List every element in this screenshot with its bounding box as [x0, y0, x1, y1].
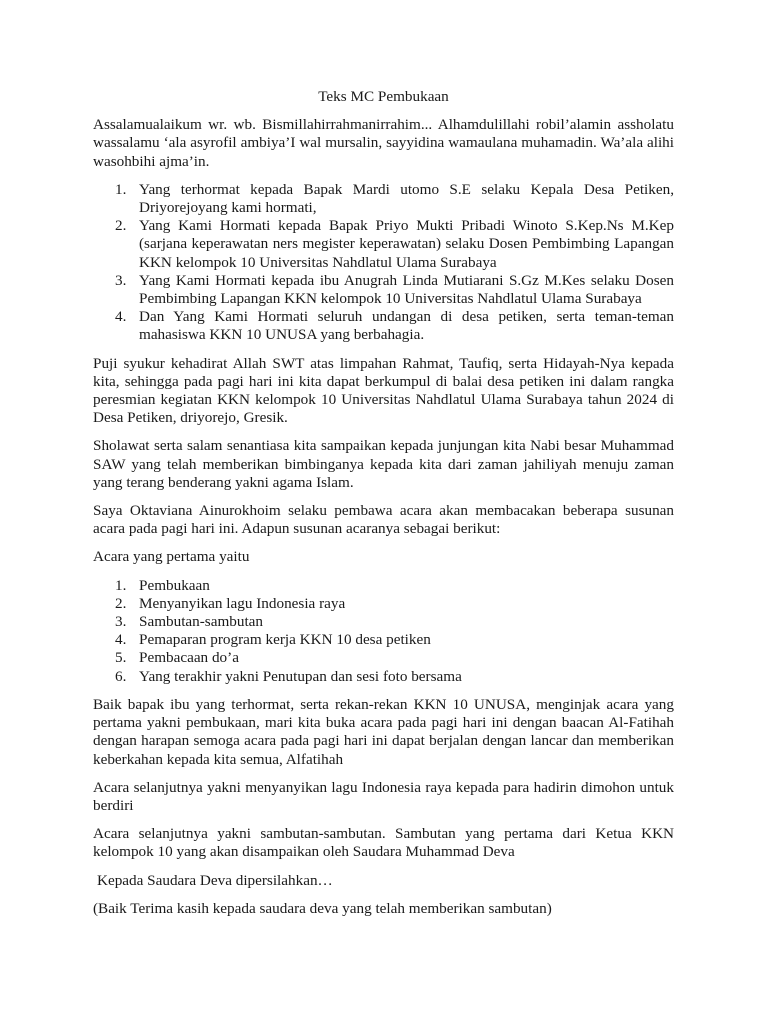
list-item	[93, 217, 674, 272]
opening-paragraph: Assalamualaikum wr. wb. Bismillahirrahmanirrahim... Alhamdulillahi robil’alamin assholatu wassalamu ‘ala asyrofil ambiya’I wal mursalin, sayyidina wamaulana muhamadin. Wa’ala alihi wasohbihi ajma’in.	[93, 116, 674, 170]
agenda-list	[93, 577, 674, 686]
agenda-heading: Acara yang pertama yaitu	[93, 548, 250, 566]
list-number: 6.	[115, 667, 127, 685]
list-number: 4.	[115, 308, 127, 326]
greetings-list	[93, 181, 674, 345]
sholawat-paragraph: Sholawat serta salam senantiasa kita sampaikan kepada junjungan kita Nabi besar Muhammad SAW yang telah memberikan bimbinganya kepada kita dari zaman jahiliyah menuju zaman yang terang benderang yakni agama Islam.	[93, 437, 674, 491]
lagu-paragraph: Acara selanjutnya yakni menyanyikan lagu Indonesia raya kepada para hadirin dimohon untuk berdiri	[93, 778, 674, 814]
list-number: 2.	[115, 217, 127, 235]
pembukaan-paragraph: Baik bapak ibu yang terhormat, serta rekan-rekan KKN 10 UNUSA, menginjak acara yang pertama yakni pembukaan, mari kita buka acara pada pagi hari ini dengan baacan Al-Fatihah dengan harapan semoga acara pada pagi hari ini dapat berjalan dengan lancar dan memberikan keberkahan kepada kita semua, Alfatihah	[93, 695, 674, 768]
list-item-text: Pembacaan do’a	[139, 649, 239, 667]
list-item-text: Pembukaan	[139, 576, 210, 594]
list-number: 4.	[115, 631, 127, 649]
list-item-text: Sambutan-sambutan	[139, 613, 264, 631]
list-number: 5.	[115, 649, 127, 667]
sambutan-paragraph: Acara selanjutnya yakni sambutan-sambutan. Sambutan yang pertama dari Ketua KKN kelompok 10 yang akan disampaikan oleh Saudara Muhammad Deva	[93, 825, 674, 861]
list-number: 1.	[115, 576, 127, 594]
list-number: 3.	[115, 271, 127, 289]
list-item	[93, 308, 674, 344]
list-item	[93, 577, 674, 595]
list-item	[93, 272, 674, 308]
list-item	[93, 631, 674, 649]
syukur-paragraph: Puji syukur kehadirat Allah SWT atas limpahan Rahmat, Taufiq, serta Hidayah-Nya kepada kita, sehingga pada pagi hari ini kita dapat berkumpul di balai desa petiken ini dalam rangka peresmian kegiatan KKN kelompok 10 Universitas Nahdlatul Ulama Surabaya tahun 2024 di Desa Petiken, driyorejo, Gresik.	[93, 354, 674, 427]
list-item	[93, 181, 674, 217]
list-number: 1.	[115, 180, 127, 198]
list-item	[93, 668, 674, 686]
intro-paragraph: Saya Oktaviana Ainurokhoim selaku pembawa acara akan membacakan beberapa susunan acara pada pagi hari ini. Adapun susunan acaranya sebagai berikut:	[93, 502, 674, 538]
list-item-text: Yang Kami Hormati kepada ibu Anugrah Linda Mutiarani S.Gz M.Kes selaku Dosen Pembimbing Lapangan KKN kelompok 10 Universitas Nahdlatul Ulama Surabaya	[139, 271, 674, 308]
list-number: 2.	[115, 594, 127, 612]
list-item-text: Yang terhormat kepada Bapak Mardi utomo S.E selaku Kepala Desa Petiken, Driyorejoyang kami hormati,	[139, 180, 674, 217]
list-item-text: Pemaparan program kerja KKN 10 desa petiken	[139, 631, 431, 649]
list-item-text: Yang Kami Hormati kepada Bapak Priyo Mukti Pribadi Winoto S.Kep.Ns M.Kep (sarjana keperawatan ners megister keperawatan) selaku Dosen Pembimbing Lapangan KKN kelompok 10 Universitas Nahdlatul Ulama Surabaya	[139, 217, 674, 271]
list-item	[93, 595, 674, 613]
list-item	[93, 649, 674, 667]
terima-kasih-paragraph: (Baik Terima kasih kepada saudara deva yang telah memberikan sambutan)	[93, 899, 552, 917]
list-item	[93, 613, 674, 631]
document-page	[93, 88, 674, 928]
dipersilahkan-paragraph: Kepada Saudara Deva dipersilahkan…	[97, 871, 333, 889]
list-number: 3.	[115, 613, 127, 631]
document-title: Teks MC Pembukaan	[318, 88, 449, 105]
list-item-text: Menyanyikan lagu Indonesia raya	[139, 594, 346, 612]
list-item-text: Yang terakhir yakni Penutupan dan sesi foto bersama	[139, 667, 462, 685]
list-item-text: Dan Yang Kami Hormati seluruh undangan di desa petiken, serta teman-teman mahasiswa KKN 10 UNUSA yang berbahagia.	[139, 308, 674, 344]
